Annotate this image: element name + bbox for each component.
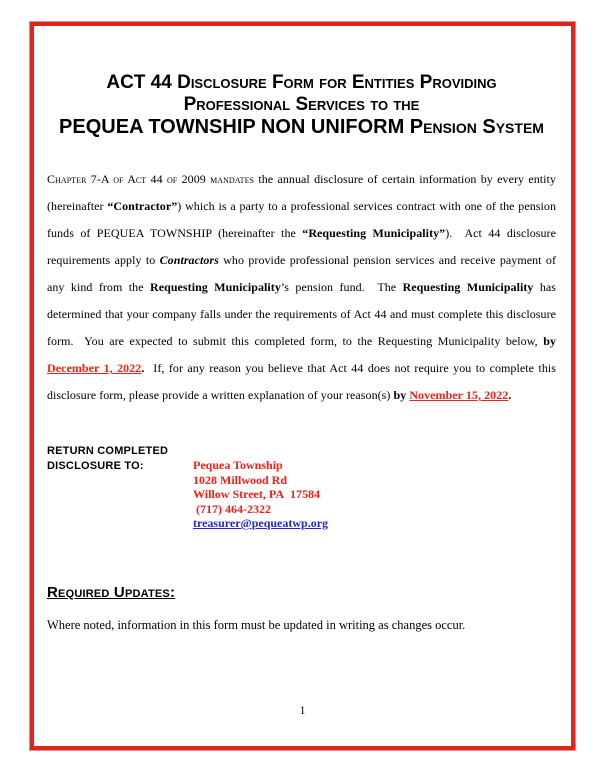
- email-link[interactable]: treasurer@pequeatwp.org: [193, 516, 329, 530]
- address-line-city: Willow Street, PA 17584: [193, 487, 320, 501]
- address-line-street: 1028 Millwood Rd: [193, 472, 288, 487]
- page-number: 1: [299, 705, 306, 717]
- return-label-line-2: DISCLOSURE TO:: [47, 459, 144, 472]
- title-line-3: PEQUEA TOWNSHIP NON UNIFORM Pension System: [59, 116, 544, 138]
- required-updates-heading: Required Updates:: [47, 583, 176, 601]
- return-label-line-1: RETURN COMPLETED: [47, 445, 169, 457]
- title-line-2: Professional Services to the: [183, 94, 420, 115]
- address-line-municipality: Pequea Township: [193, 458, 283, 472]
- email-row: [193, 516, 328, 531]
- address-line-phone: (717) 464-2322: [193, 501, 271, 516]
- page-border: [30, 22, 575, 750]
- return-address: [193, 444, 328, 531]
- required-updates-text: Where noted, information in this form must be updated in writing as changes occur.: [47, 617, 466, 632]
- page-content: [34, 26, 571, 746]
- intro-paragraph: Chapter 7-A of Act 44 of 2009 mandates the annual disclosure of certain information by every entity (hereinafter “Contractor”) which is a party to a professional services contract with one of the pension funds of PEQUEA TOWNSHIP (hereinafter the “Requesting Municipality”). Act 44 disclosure requirements apply to Contractors who provide professional pension services and receive payment of any kind from the Requesting Municipality’s pension fund. The Requesting Municipality has determined that your company falls under the requirements of Act 44 and must complete this disclosure form. You are expected to submit this completed form, to the Requesting Municipality below, by December 1, 2022. If, for any reason you believe that Act 44 does not require you to complete this disclosure form, please provide a written explanation of your reason(s) by November 15, 2022.: [47, 172, 557, 402]
- document-title: [47, 72, 556, 138]
- return-label: [47, 444, 193, 473]
- title-line-1: ACT 44 Disclosure Form for Entities Providing: [106, 72, 497, 93]
- return-section: [47, 444, 556, 531]
